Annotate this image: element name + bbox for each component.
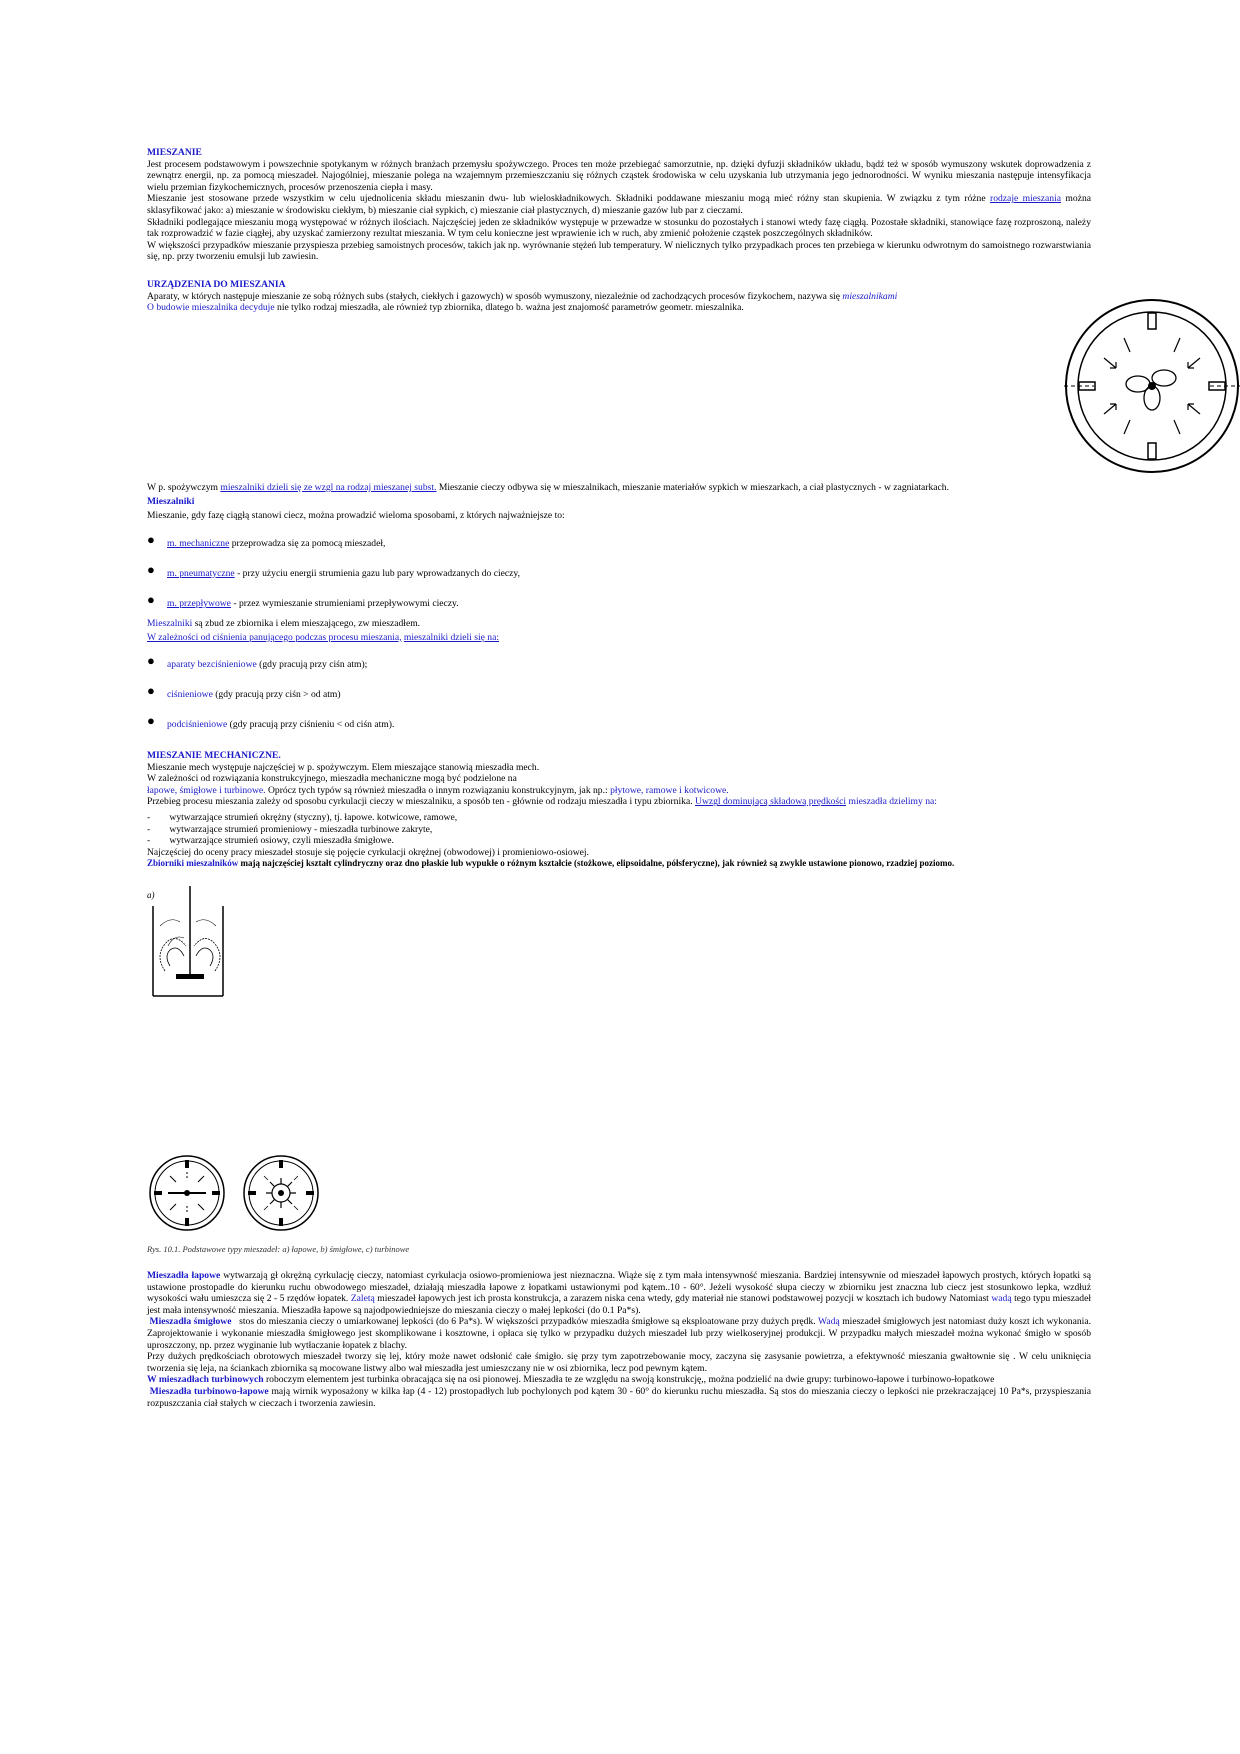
section-typy: [147, 1270, 1091, 1409]
text: mają wirnik wyposażony w kilka łap (4 - 12) prostopadłych lub pochylonych pod kątem 30 - 60° do kierunku ruchu mieszadła. Są stos do mieszania cieczy o lepkości nie przekraczającej 10 Pa*s, przyspieszania rozpuszczania ciał stałych w cieczach i tworzenia zawiesin.: [147, 1385, 1091, 1409]
text: przeprowadza się za pomocą mieszadeł,: [231, 538, 386, 549]
text-blue: Zaletą: [350, 1293, 375, 1305]
term-mieszadla-lapowe: Mieszadła łapowe: [147, 1270, 221, 1281]
text: nie tylko rodzaj mieszadła, ale również typ zbiornika, dlatego b. ważna jest znajomość parametrów geometr. mieszalnika.: [277, 302, 744, 314]
link-m-przeplywowe[interactable]: m. przepływowe: [167, 598, 231, 609]
tank-top-view-figure: [1064, 298, 1240, 474]
text: (gdy pracują przy ciśnieniu < od ciśn atm).: [229, 719, 395, 730]
text-blue: O budowie mieszalnika decyduje: [147, 302, 275, 314]
mieszanie-paragraph-4: W większości przypadków mieszanie przyspiesza przebieg samoistnych procesów, takich jak np. wyrównanie stężeń lub temperatury. W nielicznych tylko przypadkach proces ten przebiega w kierunku odwrotnym do samoistnego rozwarstwiania się, np. przy tworzeniu emulsji lub zawiesin.: [147, 239, 1091, 263]
section-zbud: [147, 618, 1091, 643]
bullet-dot-icon: ●: [147, 532, 155, 547]
term-mieszalnikami: mieszalnikami: [842, 290, 898, 302]
text: mieszadeł łapowych jest ich prosta konstrukcja, a zarazem niska cena wtedy, gdy materiał nie stanowi podstawowej pozycji w kosztach ich budowy Natomiast: [377, 1293, 989, 1305]
figure-label-a: a): [147, 890, 155, 900]
dash-item: - wytwarzające strumień okrężny (styczny), tj. łapowe. kotwicowe, ramowe,: [147, 811, 458, 823]
text: W p. spożywczym: [147, 482, 218, 493]
paddle-mixer-figure: [148, 1154, 226, 1232]
mechaniczne-line-2: W zależności od rozwiązania konstrukcyjnego, mieszadła mechaniczne mogą być podzielone na: [147, 773, 517, 785]
text-blue: płytowe, ramowe i kotwicowe.: [610, 784, 729, 796]
bullet-dot-icon: ●: [147, 713, 155, 728]
mieszanie-paragraph-2: [147, 193, 1091, 216]
text-blue: mieszadła dzielimy na:: [848, 796, 937, 808]
text: (gdy pracują przy ciśn atm);: [259, 659, 368, 670]
section-mieszanie: [147, 147, 1091, 263]
section-spozywczy: [147, 482, 1091, 522]
section-mechaniczne: [147, 750, 1091, 870]
term-mieszadla-smiglowe: Mieszadła śmigłowe: [149, 1316, 232, 1328]
mieszanie-paragraph-3: Składniki podlegające mieszaniu mogą występować w różnych ilościach. Najczęściej jeden ze składników występuje w przewadze w stosunku do pozostałych i stanowi wtedy fazę ciągłą. Pozostałe składniki, stanowiące fazę rozproszoną, należy tak rozprowadzić w fazie ciągłej, aby uzyskać zamierzony rezultat mieszania. W tym celu konieczne jest wprawienie ich w ruch, aby zmienić położenie cząstek poszczególnych składników.: [147, 216, 1091, 240]
term-turbinowo-lapowe: Mieszadła turbinowo-łapowe: [149, 1385, 269, 1397]
text: stos do mieszania cieczy o umiarkowanej lepkości (do 6 Pa*s). W większości przypadków mieszadła śmigłowe są eksploatowane przy dużych prędk.: [239, 1316, 816, 1328]
urzadzenia-paragraph-3: [147, 482, 1091, 494]
heading-mieszalniki: Mieszalniki: [147, 495, 195, 507]
dash-item: - wytwarzające strumień osiowy, czyli mieszadła śmigłowe.: [147, 835, 394, 847]
turbinowo-lapowe-paragraph: [147, 1386, 1091, 1409]
text: Mieszanie cieczy odbywa się w mieszalnikach, mieszanie materiałów sypkich w mieszarkach, a ciał plastycznych - w zagniatarkach.: [438, 482, 949, 493]
text: Aparaty, w których następuje mieszanie ze sobą różnych subs (stałych, ciekłych i gazowych) w sposób wymuszony, niezależnie od zachodzących procesów fizykochem, nazywa się: [147, 290, 840, 302]
dash-item: - wytwarzające strumień promieniowy - mieszadła turbinowe zakryte,: [147, 823, 433, 835]
urzadzenia-paragraph-2: [147, 302, 1091, 314]
mechaniczne-line-3: [147, 785, 1091, 797]
term-bezcisnieniowe: aparaty bezciśnieniowe: [167, 659, 257, 670]
text-blue: Wadą: [818, 1316, 840, 1328]
urzadzenia-paragraph-1: [147, 291, 1091, 303]
text: wytwarzające strumień osiowy, czyli mieszadła śmigłowe.: [169, 835, 394, 847]
turbinowe-paragraph: [147, 1374, 1091, 1386]
text: wytwarzające strumień promieniowy - mieszadła turbinowe zakryte,: [169, 823, 433, 835]
text: - przy użyciu energii strumienia gazu lub pary wprowadzanych do cieczy,: [237, 568, 520, 579]
text: Mieszanie jest stosowane przede wszystkim w celu ujednolicenia składu mieszanin dwu- lub wieloskładnikowych. Składniki poddawane mieszaniu mogą mieć różny stan skupienia. W związku z tym różne: [147, 193, 986, 205]
text: - przez wymieszanie strumieniami przepływowymi cieczy.: [233, 598, 459, 609]
link-mieszalniki-dziela[interactable]: mieszalniki dzieli się na:: [403, 631, 499, 643]
link-m-pneumatyczne[interactable]: m. pneumatyczne: [167, 568, 235, 579]
text-blue: Zbiorniki mieszalników: [147, 858, 239, 869]
link-mieszalniki-dzieli[interactable]: mieszalniki dzieli się ze wzgl na rodzaj mieszanej subst.: [220, 482, 437, 493]
term-mieszadla-turbinowe: W mieszadłach turbinowych: [147, 1374, 264, 1386]
text: wytwarzające strumień okrężny (styczny), tj. łapowe. kotwicowe, ramowe,: [169, 811, 458, 823]
text-blue: wadą: [991, 1293, 1012, 1305]
figure-caption: Rys. 10.1. Podstawowe typy mieszadeł: a) łapowe, b) śmigłowe, c) turbinowe: [147, 1244, 410, 1254]
link-uwzgl-dominujaca[interactable]: Uwzgl dominującą składową prędkości: [695, 796, 847, 808]
text-blue: Mieszalniki: [147, 618, 193, 629]
text: mieszadeł śmigłowych jest natomiast duży koszt ich wykonania. Zaprojektowanie i wykonanie mieszadła śmigłowego jest skomplikowane i kosztowne, i opłaca się tylko w przypadku dużych mieszadeł lub przy wielkoseryjnej produkcji. W przypadku małych mieszadeł można wykonać śmigło w sposób uproszczony, np. przez wyginanie lub wytłaczanie łopatek z blachy.: [147, 1316, 1091, 1351]
link-rodzaje-mieszania[interactable]: rodzaje mieszania: [990, 193, 1062, 205]
text: (gdy pracują przy ciśn > od atm): [215, 689, 341, 700]
text: są zbud ze zbiornika i elem mieszającego, zw mieszadłem.: [194, 618, 421, 629]
mieszalniki-dependency: [147, 632, 1091, 644]
bullet-dot-icon: ●: [147, 592, 155, 607]
mechaniczne-line-6: [147, 858, 1091, 870]
mechaniczne-line-1: Mieszanie mech występuje najczęściej w p. spożywczym. Elem mieszające stanowią mieszadła mech.: [147, 761, 540, 773]
text: tego typu mieszadeł jest mała intensywność mieszania. Mieszadła łapowe są najodpowiedniejsze do mieszania cieczy o małej lepkości (do 0.1 Pa*s).: [147, 1293, 1092, 1316]
mechaniczne-line-5: Najczęściej do oceny pracy mieszadeł stosuje się pojęcie cyrkulacji okrężnej (obwodowej) i promieniowo-osiowej.: [147, 846, 589, 858]
link-m-mechaniczne[interactable]: m. mechaniczne: [167, 538, 230, 549]
bullet-dot-icon: ●: [147, 653, 155, 668]
mieszalniki-zbud: [147, 618, 1091, 630]
section-urzadzenia: [147, 279, 1091, 314]
text: Przebieg procesu mieszania zależy od sposobu cyrkulacji cieczy w mieszalniku, a sposób ten - głównie od rodzaju mieszadła i typu zbiornika.: [147, 796, 693, 808]
text: wytwarzają gł okrężną cyrkulację cieczy, natomiast cyrkulacja osiowo-promieniowa jest nieznaczna. Wiąże się z tym mała intensywność mieszania. Bardziej intensywnie od mieszadeł łapowych prostych, których łopatki są ustawione prostopadle do kierunku ruchu obwodowego mieszadeł, działają mieszadła łapowe z łopatkami ustawionymi pod kątem..10 - 60°. Jeżeli wysokość słupa cieczy w zbiorniku jest znaczna lub ciecz jest stosunkowo lepka, wzdłuż wysokości wału umieszcza się 2 - 5 rzędów łopatek.: [147, 1270, 1092, 1305]
heading-mechaniczne: MIESZANIE MECHANICZNE.: [147, 750, 281, 761]
mieszanie-paragraph-1: Jest procesem podstawowym i powszechnie spotykanym w różnych branżach przemysłu spożywczego. Proces ten może przebiegać samorzutnie, np. dzięki dyfuzji składników układu, bądź też w sposób wymuszony wskutek doprowadzenia z zewnątrz energii, np. za pomocą mieszadeł. Najogólniej, mieszanie polega na wzajemnym przemieszczaniu się różnych cząstek środowiska w celu uzyskania lub utrzymania jego jednorodności. W wyniku mieszania następuje intensyfikacja wielu przemian fizykochemicznych, procesów przenoszenia ciepła i masy.: [147, 158, 1091, 193]
link-w-zaleznosci[interactable]: W zależności od ciśnienia panującego podczas procesu mieszania,: [147, 631, 402, 643]
text: mają najczęściej kształt cylindryczny oraz dno płaskie lub wypukłe o różnym kształcie (stożkowe, elipsoidalne, półsferyczne), jak również są zwykle ustawione pionowo, rzadziej poziomo.: [240, 858, 955, 869]
bullet-dot-icon: ●: [147, 562, 155, 577]
heading-mieszanie: MIESZANIE: [147, 147, 202, 158]
term-podcisnieniowe: podciśnieniowe: [167, 719, 228, 730]
bullet-dot-icon: ●: [147, 683, 155, 698]
text: Oprócz tych typów są również mieszadła o innym rozwiązaniu konstrukcyjnym, jak np.:: [267, 784, 608, 796]
text: roboczym elementem jest turbinka obracająca się na osi pionowej. Mieszadła te ze względu na swoją konstrukcję,, można podzielić na dwie grupy: turbinowo-łapowe i turbinowo-łopatkowe: [265, 1374, 995, 1386]
smiglowe-paragraph: [147, 1316, 1091, 1351]
lapowe-paragraph: [147, 1270, 1091, 1316]
heading-urzadzenia: URZĄDZENIA DO MIESZANIA: [147, 279, 286, 290]
mechaniczne-line-4: [147, 796, 1091, 808]
term-cisnieniowe: ciśnieniowe: [167, 689, 213, 700]
mieszalniki-intro: Mieszanie, gdy fazę ciągłą stanowi ciecz, można prowadzić wieloma sposobami, z których najważniejsze to:: [147, 510, 565, 522]
text-blue: łapowe, śmigłowe i turbinowe.: [147, 784, 266, 796]
tank-side-view-figure: [150, 886, 226, 998]
turbine-mixer-figure: [240, 1154, 322, 1232]
smiglowe-paragraph-2: Przy dużych prędkościach obrotowych mieszadeł tworzy się lej, który może nawet odsłonić całe śmigło. się przy tym zapotrzebowanie mocy, zaczyna się zasysanie powietrza, a efektywność mieszania gwałtownie się . W celu uniknięcia tworzenia się leja, na ściankach zbiornika są mocowane listwy albo wał mieszadła jest umieszczany nie w osi zbiornika, lecz pod pewnym kątem.: [147, 1351, 1091, 1374]
text: można sklasyfikować jako: a) mieszanie w środowisku ciekłym, b) mieszanie ciał sypkich, c) mieszanie ciał plastycznych, d) mieszanie gazów lub par z cieczami.: [147, 193, 1091, 216]
